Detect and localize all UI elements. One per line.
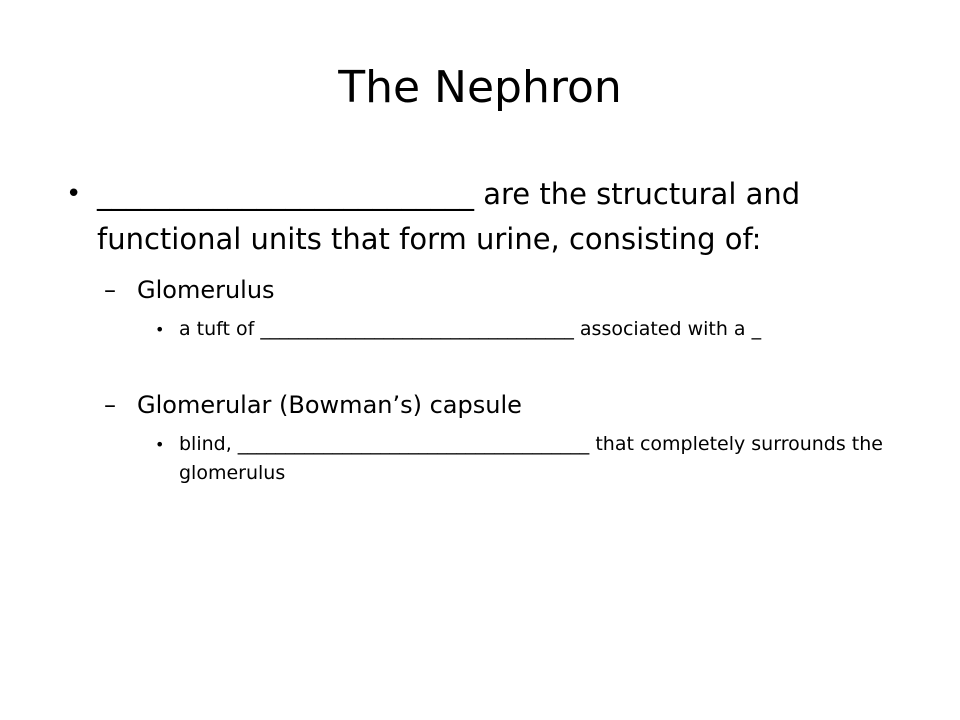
detail-text: a tuft of _________________________________ associated with a _ <box>179 318 762 340</box>
sub-item-text: Glomerulus <box>137 276 275 304</box>
detail-text: blind, _____________________________________ that completely surrounds the glomerulus <box>179 433 883 484</box>
dash-marker: – <box>104 276 116 304</box>
spacer <box>0 344 960 377</box>
dash-marker: – <box>104 391 116 419</box>
sub-item-text: Glomerular (Bowman’s) capsule <box>137 391 522 419</box>
slide-title: The Nephron <box>338 62 622 113</box>
bullet-marker: • <box>155 320 165 339</box>
detail-bowmans-capsule <box>0 430 960 488</box>
bullet-text: __________________________ are the structural and functional units that form urine, consisting of: <box>97 177 801 256</box>
sub-item-glomerulus <box>0 273 960 307</box>
detail-glomerulus <box>0 315 960 344</box>
bullet-nephron-definition <box>0 172 960 262</box>
sub-item-bowmans-capsule <box>0 388 960 422</box>
bullet-marker: • <box>155 435 165 454</box>
slide-body <box>0 172 960 488</box>
bullet-marker: • <box>66 179 82 209</box>
